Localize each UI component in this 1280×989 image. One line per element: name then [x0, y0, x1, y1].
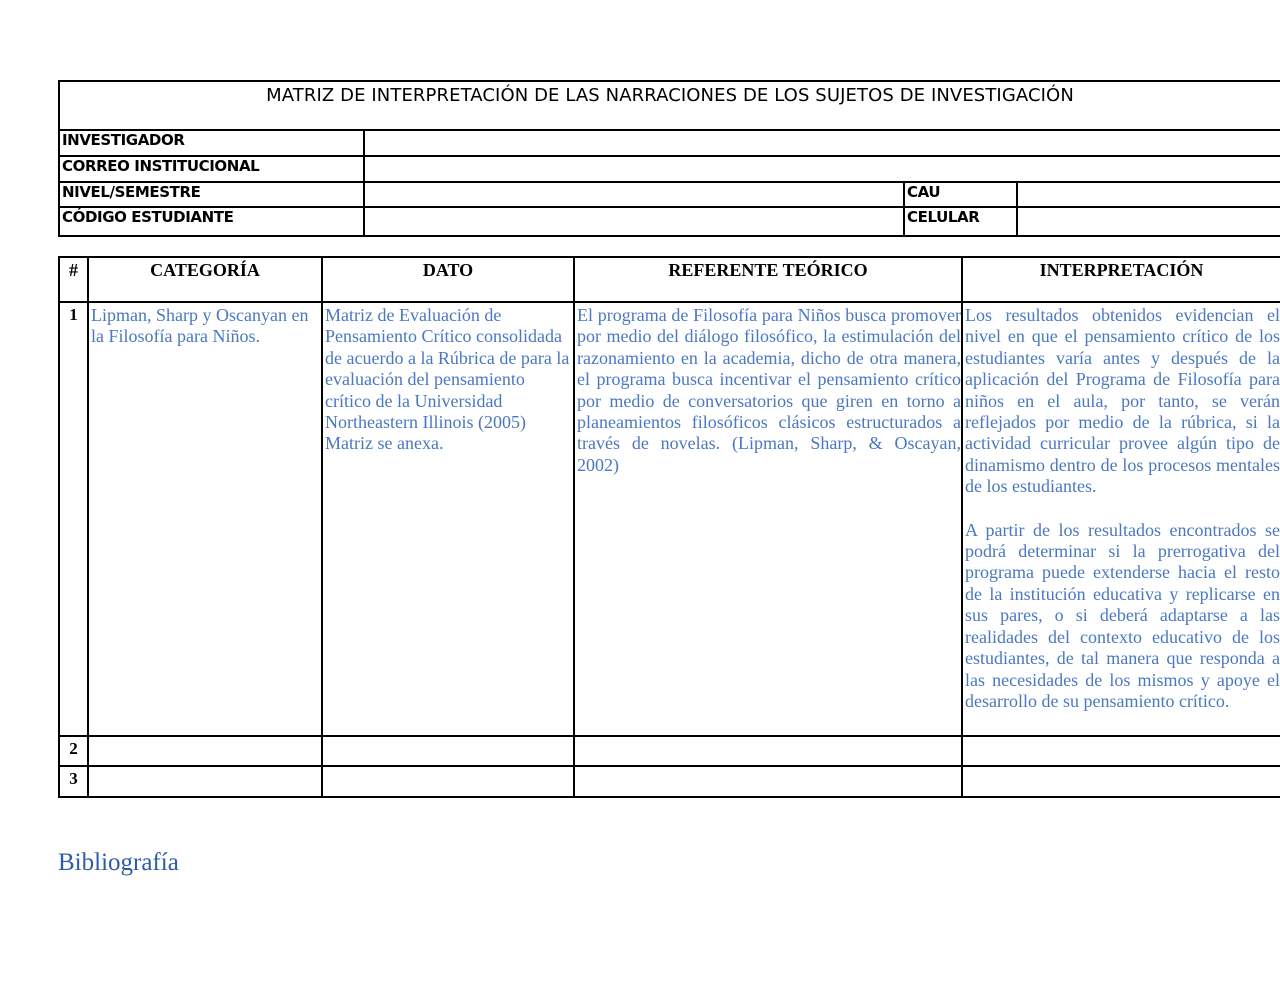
codigo-estudiante-label: CÓDIGO ESTUDIANTE [59, 207, 364, 236]
cau-label: CAU [904, 182, 1017, 207]
column-header-number: # [59, 257, 88, 302]
interpretacion-paragraph-2: A partir de los resultados encontrados se podrá determinar si la prerrogativa del programa puede extenderse hacia el resto de la institución educativa y replicarse en sus pares, o si deberá adaptarse a las realidades del contexto educativo de los estudiantes, de tal manera que responda a las necesidades de los mismos y apoye el desarrollo de su pensamiento crítico. [965, 519, 1280, 711]
matrix-title: MATRIZ DE INTERPRETACIÓN DE LAS NARRACIONES DE LOS SUJETOS DE INVESTIGACIÓN [59, 81, 1280, 130]
row-number: 3 [59, 766, 88, 797]
investigador-label: INVESTIGADOR [59, 130, 364, 156]
referente-cell[interactable] [574, 736, 962, 766]
dato-cell[interactable]: Matriz de Evaluación de Pensamiento Crítico consolidada de acuerdo a la Rúbrica de para la evaluación del pensamiento crítico de la Universidad Northeastern Illinois (2005) Matriz se anexa. [322, 302, 574, 736]
celular-label: CELULAR [904, 207, 1017, 236]
interpretacion-cell[interactable] [962, 766, 1280, 797]
celular-field[interactable] [1017, 207, 1280, 236]
researcher-info-table [58, 80, 1280, 237]
table-row [59, 766, 1280, 797]
investigador-field[interactable] [364, 130, 1280, 156]
row-number: 1 [59, 302, 88, 736]
column-header-referente: REFERENTE TEÓRICO [574, 257, 962, 302]
column-header-interpretacion: INTERPRETACIÓN [962, 257, 1280, 302]
categoria-cell[interactable]: Lipman, Sharp y Oscanyan en la Filosofía para Niños. [88, 302, 322, 736]
table-row [59, 736, 1280, 766]
correo-label: CORREO INSTITUCIONAL [59, 156, 364, 182]
codigo-estudiante-field[interactable] [364, 207, 904, 236]
nivel-semestre-label: NIVEL/SEMESTRE [59, 182, 364, 207]
dato-cell[interactable] [322, 736, 574, 766]
interpretation-matrix [58, 256, 1280, 798]
row-number: 2 [59, 736, 88, 766]
column-header-dato: DATO [322, 257, 574, 302]
categoria-cell[interactable] [88, 766, 322, 797]
table-row [59, 302, 1280, 736]
nivel-semestre-field[interactable] [364, 182, 904, 207]
categoria-cell[interactable] [88, 736, 322, 766]
interpretacion-cell[interactable] [962, 302, 1280, 736]
paragraph-spacer [965, 498, 1280, 520]
correo-field[interactable] [364, 156, 1280, 182]
interpretacion-cell[interactable] [962, 736, 1280, 766]
referente-cell[interactable] [574, 766, 962, 797]
referente-cell[interactable]: El programa de Filosofía para Niños busca promover por medio del diálogo filosófico, la estimulación del razonamiento en la academia, dicho de otra manera, el programa busca incentivar el pensamiento crítico por medio de conversatorios que giren en torno a planeamientos filosóficos clásicos estructurados a través de novelas. (Lipman, Sharp, & Oscayan, 2002) [574, 302, 962, 736]
cau-field[interactable] [1017, 182, 1280, 207]
interpretacion-paragraph-1: Los resultados obtenidos evidencian el nivel en que el pensamiento crítico de los estudiantes varía antes y después de la aplicación del Programa de Filosofía para niños en el aula, por tanto, se verán reflejados por medio de la rúbrica, si la actividad curricular provee algún tipo de dinamismo dentro de los procesos mentales de los estudiantes. [965, 305, 1280, 497]
column-header-categoria: CATEGORÍA [88, 257, 322, 302]
bibliography-heading: Bibliografía [58, 849, 179, 876]
dato-cell[interactable] [322, 766, 574, 797]
